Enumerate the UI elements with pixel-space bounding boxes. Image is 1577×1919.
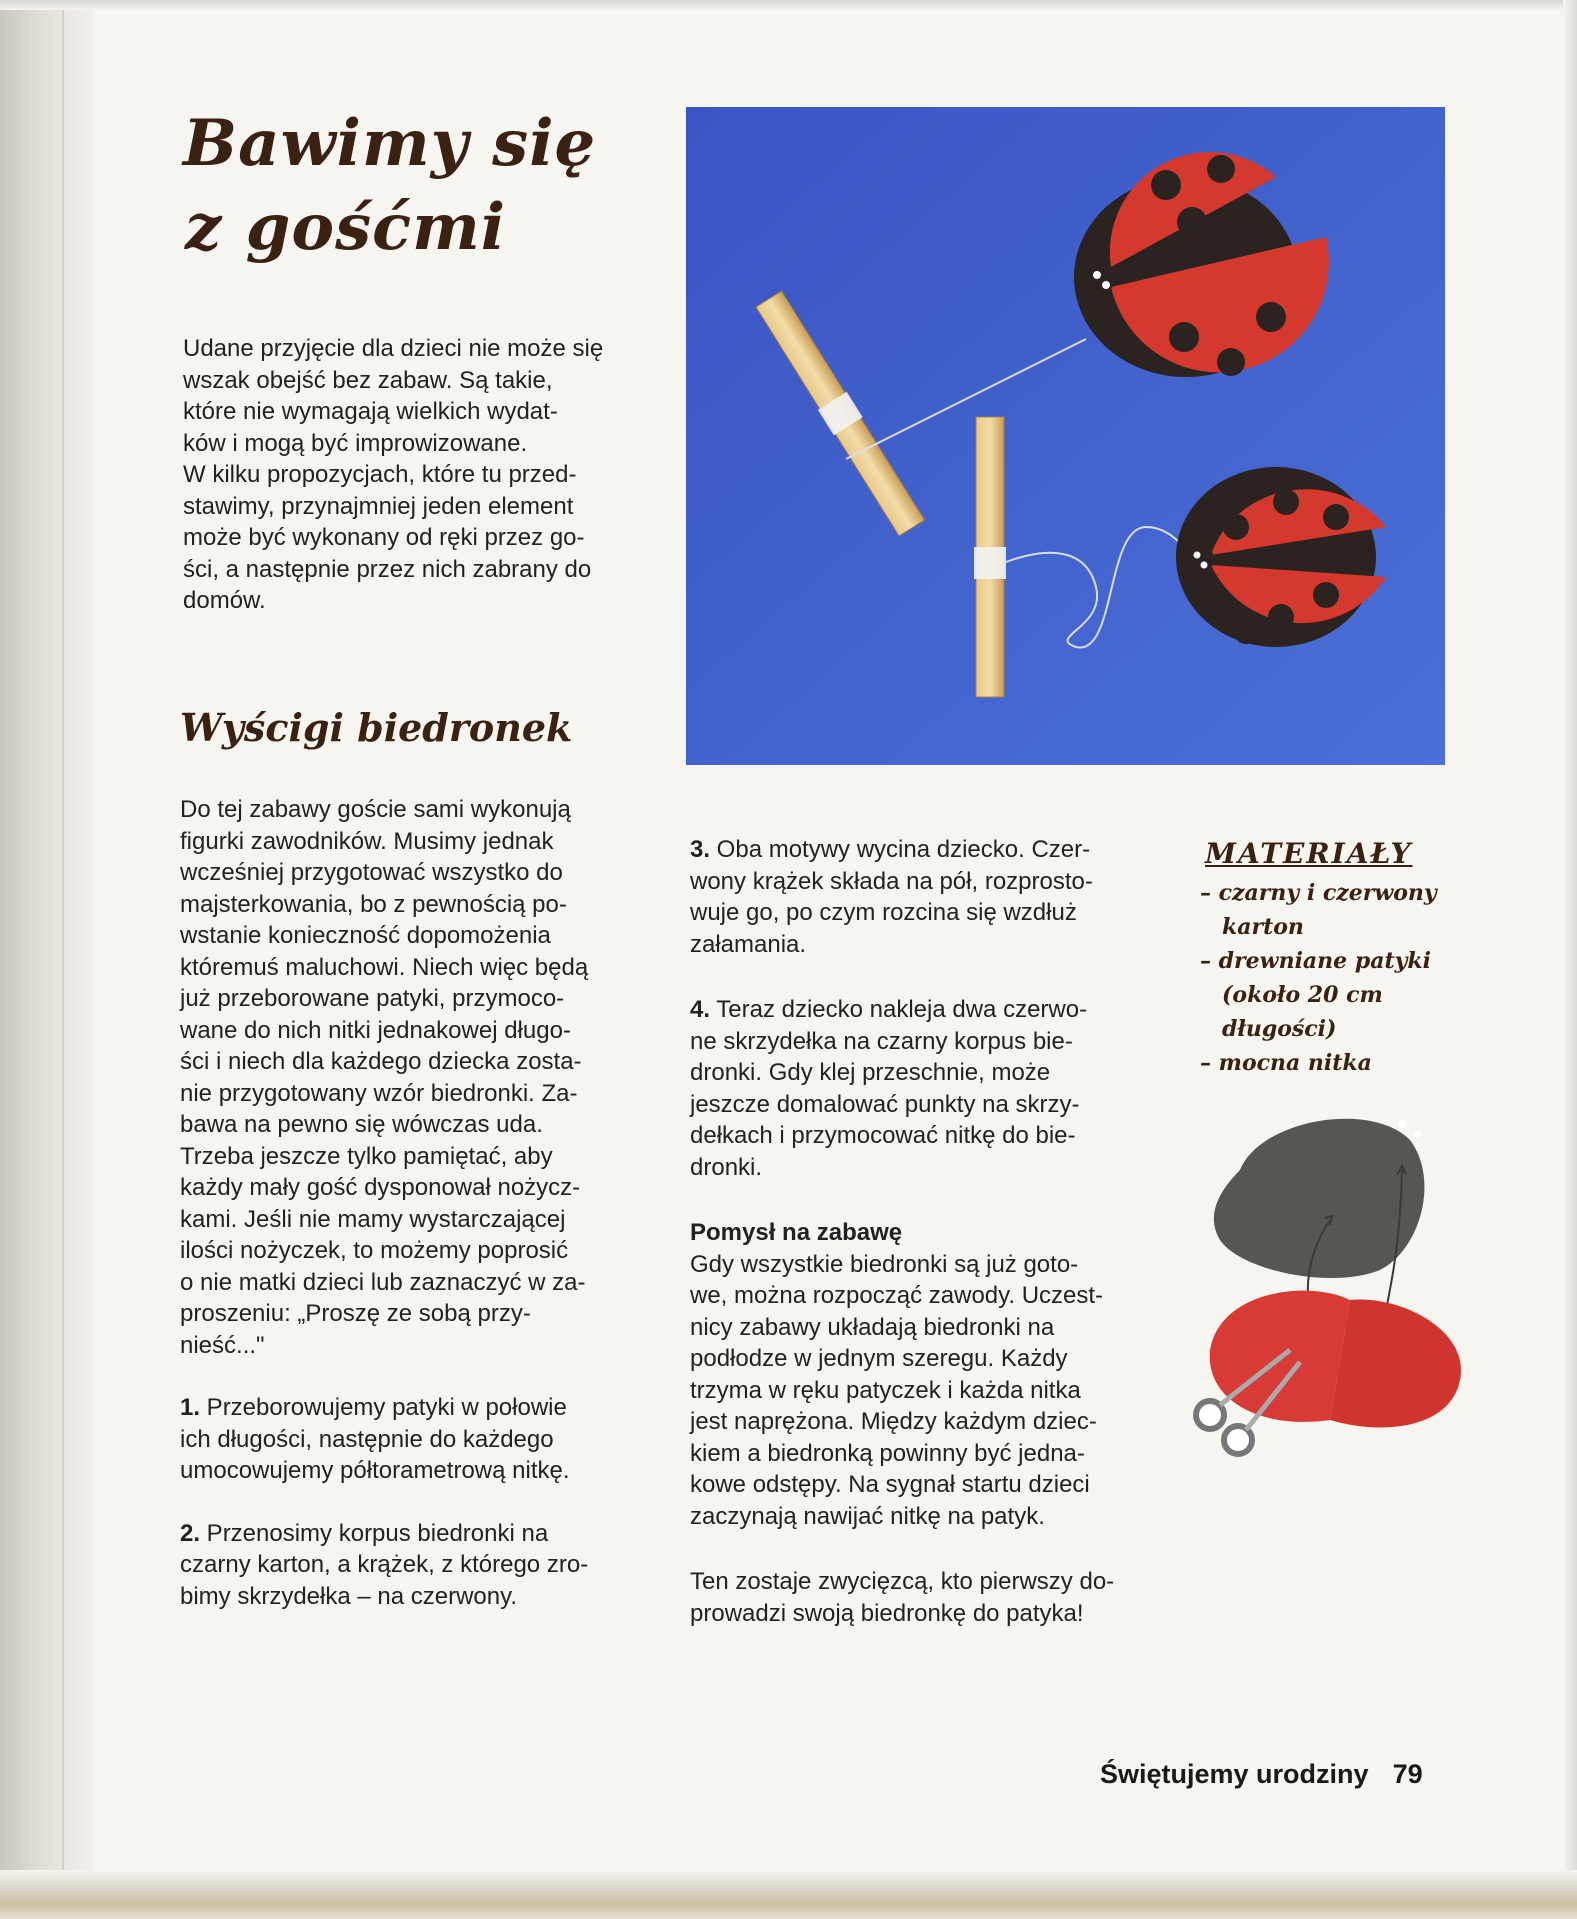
idea-line: kowe odstępy. Na sygnał startu dzieci — [690, 1471, 1090, 1498]
intro-line: ków i mogą być improwizowane. — [183, 429, 528, 457]
materials-item: – drewniane patyki — [1200, 948, 1432, 974]
materials-item: (około 20 cm długości) — [1222, 982, 1383, 1042]
materials-item: – mocna nitka — [1200, 1050, 1372, 1076]
page-gutter-shadow — [0, 0, 95, 1919]
body-line: już przeborowane patyki, przymoco- — [180, 985, 565, 1012]
step-line: dronki. Gdy klej przeschnie, może — [690, 1059, 1051, 1086]
step-line: załamania. — [690, 930, 807, 958]
section-heading: Wyścigi biedronek — [180, 705, 573, 750]
idea-line: zaczynają nawijać nitkę na patyk. — [690, 1502, 1045, 1530]
intro-line: W kilku propozycjach, które tu przed- — [183, 461, 577, 488]
idea-line: jest naprężona. Między każdym dziec- — [690, 1408, 1097, 1435]
ladybug-photo — [686, 107, 1445, 765]
step-3 — [690, 834, 1114, 866]
body-line: każdy mały gość dysponował nożycz- — [180, 1174, 581, 1201]
body-line: ilości nożyczek, to możemy poprosić — [180, 1237, 569, 1264]
body-line: wstanie konieczność dopomożenia — [180, 922, 551, 949]
step-number: 1. — [180, 1394, 201, 1421]
middle-column — [690, 834, 1114, 1629]
step-line: dronki. — [690, 1153, 763, 1181]
step-line: Przenosimy korpus biedronki na — [200, 1519, 549, 1547]
body-line: wane do nich nitki jednakowej długo- — [180, 1016, 571, 1044]
step-2 — [180, 1518, 588, 1550]
step-line: Teraz dziecko nakleja dwa czerwo- — [710, 996, 1088, 1023]
body-line: majsterkowania, bo z pewnością po- — [180, 890, 567, 918]
intro-line: może być wykonany od ręki przez go- — [183, 524, 585, 551]
title-line-2: z gośćmi — [185, 190, 507, 265]
idea-line: trzyma w ręku patyczek i każda nitka — [690, 1376, 1081, 1404]
step-line: wony krążek składa na pół, rozprosto- — [690, 867, 1093, 895]
body-line: Do tej zabawy goście sami wykonują — [180, 796, 571, 823]
body-line: wcześniej przygotować wszystko do — [180, 859, 563, 886]
body-line: Trzeba jeszcze tylko pamiętać, aby — [180, 1142, 553, 1170]
materials-box — [1200, 836, 1460, 1080]
page-footer — [1100, 1759, 1423, 1790]
title-line-1: Bawimy się — [183, 106, 597, 181]
body-line: ści i niech dla każdego dziecka zosta- — [180, 1048, 582, 1075]
bottom-edge — [0, 1870, 1577, 1919]
step-number: 3. — [690, 836, 711, 863]
section-name: Świętujemy urodziny — [1100, 1759, 1369, 1789]
intro-line: domów. — [183, 587, 266, 614]
step-4 — [690, 994, 1114, 1026]
gutter-line — [62, 0, 64, 1919]
intro-line: ści, a następnie przez nich zabrany do — [183, 555, 592, 583]
idea-heading: Pomysł na zabawę — [690, 1219, 903, 1246]
ladybug-body-icon — [1214, 1119, 1425, 1278]
closing-line: prowadzi swoją biedronkę do patyka! — [690, 1599, 1084, 1627]
body-line: nieść..." — [180, 1331, 265, 1359]
idea-line: podłodze w jednym szeregu. Każdy — [690, 1345, 1068, 1372]
idea-line: we, można rozpocząć zawody. Uczest- — [690, 1282, 1104, 1309]
wooden-stick-icon — [974, 417, 1006, 697]
body-line: bawa na pewno się wówczas uda. — [180, 1111, 543, 1138]
top-edge — [0, 0, 1577, 10]
step-line: ich długości, następnie do każdego — [180, 1425, 554, 1453]
step-line: czarny karton, a krążek, z którego zro- — [180, 1551, 589, 1578]
page-title — [183, 102, 596, 270]
step-line: bimy skrzydełka – na czerwony. — [180, 1582, 518, 1610]
body-line: proszeniu: „Proszę ze sobą przy- — [180, 1300, 531, 1327]
step-line: Oba motywy wycina dziecko. Czer- — [710, 836, 1091, 863]
materials-title: MATERIAŁY — [1205, 837, 1413, 870]
step-line: jeszcze domalować punkty na skrzy- — [690, 1090, 1080, 1118]
idea-line: nicy zabawy układają biedronki na — [690, 1313, 1055, 1341]
step-number: 4. — [690, 996, 711, 1023]
step-line: Przeborowujemy patyki w połowie — [200, 1394, 567, 1421]
page-number: 79 — [1392, 1759, 1423, 1789]
intro-line: stawimy, przynajmniej jeden element — [183, 492, 574, 520]
ladybug-wings-icon — [1210, 1291, 1461, 1428]
left-column — [180, 794, 588, 1612]
intro-line: Udane przyjęcie dla dzieci nie może się — [183, 335, 604, 362]
idea-line: kiem a biedronką powinny być jedna- — [690, 1439, 1085, 1467]
intro-paragraph — [183, 333, 603, 617]
step-number: 2. — [180, 1519, 201, 1547]
body-line: któremuś maluchowi. Niech więc będą — [180, 953, 589, 981]
intro-line: wszak obejść bez zabaw. Są takie, — [183, 366, 553, 394]
assembly-diagram — [1180, 1100, 1480, 1460]
right-edge — [1563, 0, 1577, 1919]
body-line: nie przygotowany wzór biedronki. Za- — [180, 1079, 578, 1107]
step-line: umocowujemy półtorametrową nitkę. — [180, 1457, 570, 1484]
step-line: wuje go, po czym rozcina się wzdłuż — [690, 899, 1077, 926]
step-line: dełkach i przymocować nitkę do bie- — [690, 1122, 1076, 1149]
body-line: o nie matki dzieci lub zaznaczyć w za- — [180, 1268, 586, 1296]
idea-line: Gdy wszystkie biedronki są już goto- — [690, 1250, 1079, 1278]
materials-item: karton — [1222, 914, 1304, 940]
body-line: kami. Jeśli nie mamy wystarczającej — [180, 1205, 566, 1233]
intro-line: które nie wymagają wielkich wydat- — [183, 398, 558, 425]
step-line: ne skrzydełka na czarny korpus bie- — [690, 1027, 1073, 1055]
closing-line: Ten zostaje zwycięzcą, kto pierwszy do- — [690, 1568, 1115, 1595]
body-line: figurki zawodników. Musimy jednak — [180, 827, 554, 855]
materials-item: – czarny i czerwony — [1200, 880, 1437, 906]
step-1 — [180, 1392, 588, 1424]
